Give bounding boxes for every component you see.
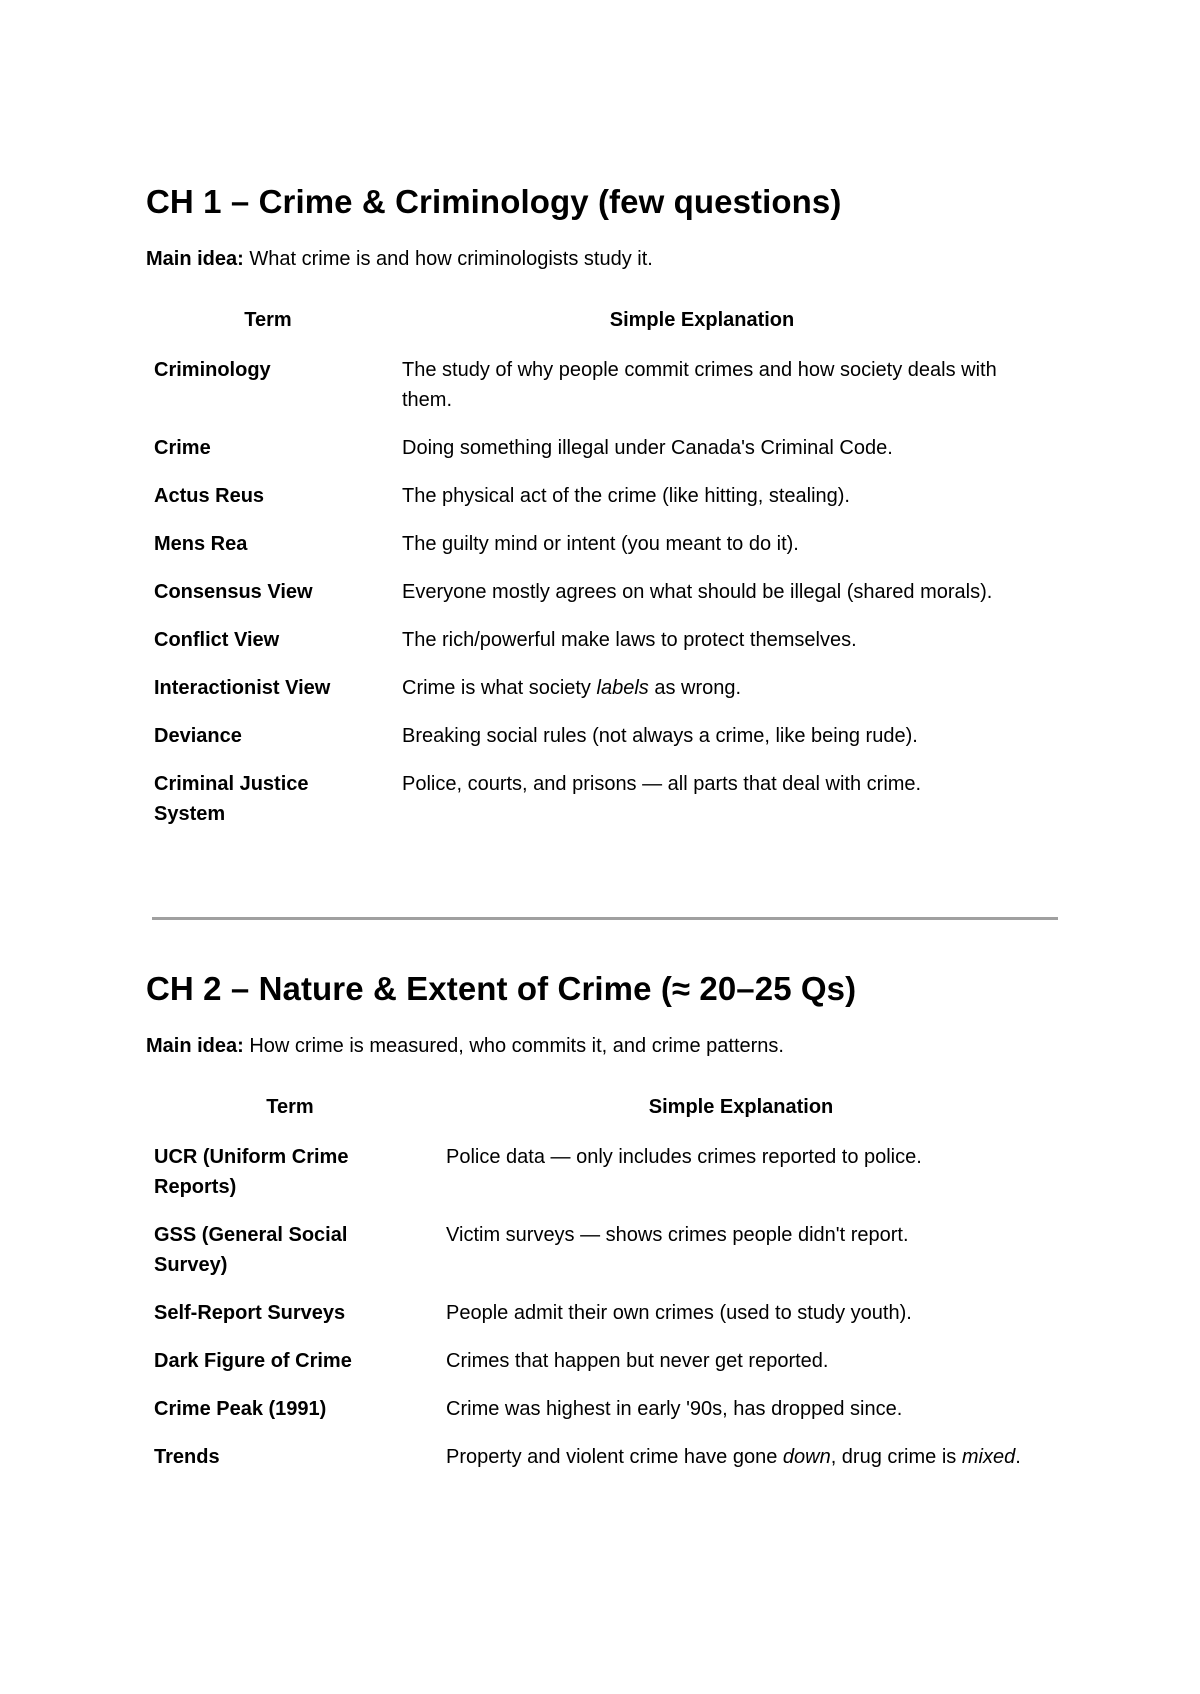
term-cell: Criminology — [154, 359, 271, 381]
explanation-emphasis: mixed — [961, 1446, 1016, 1468]
table-row — [144, 346, 1012, 424]
explanation-text: Crime is what society — [402, 677, 597, 699]
table-row — [144, 760, 1012, 838]
explanation-cell: Doing something illegal under Canada's Criminal Code. — [402, 437, 893, 459]
explanation-cell: Police, courts, and prisons — all parts that deal with crime. — [402, 773, 922, 795]
explanation-text: as wrong. — [648, 677, 742, 699]
explanation-cell: The study of why people commit crimes and how society deals with them. — [402, 359, 997, 411]
table-row — [144, 1211, 1046, 1289]
term-cell: Interactionist View — [154, 677, 331, 699]
explanation-cell: The guilty mind or intent (you meant to do it). — [402, 533, 799, 555]
explanation-text: . — [1015, 1446, 1021, 1468]
explanation-cell: Victim surveys — shows crimes people didn't report. — [446, 1224, 909, 1246]
table-row — [144, 1289, 1046, 1337]
table-header-row — [144, 294, 1012, 346]
explanation-text: , drug crime is — [830, 1446, 962, 1468]
chapter-2-section — [146, 967, 1046, 1481]
chapter-1-section — [146, 180, 1046, 838]
term-cell: Criminal Justice System — [154, 773, 309, 825]
explanation-cell — [392, 664, 1012, 712]
table-row — [144, 712, 1012, 760]
term-cell: Deviance — [154, 725, 242, 747]
table-row — [144, 472, 1012, 520]
table-header-row — [144, 1081, 1046, 1133]
table-row — [144, 424, 1012, 472]
explanation-text: Property and violent crime have gone — [446, 1446, 783, 1468]
chapter-1-terms-table — [144, 294, 1012, 838]
explanation-cell: The physical act of the crime (like hitting, stealing). — [402, 485, 850, 507]
table-row — [144, 1337, 1046, 1385]
explanation-emphasis: down — [782, 1446, 831, 1468]
term-cell: Crime Peak (1991) — [154, 1398, 327, 1420]
main-idea-label: Main idea: — [146, 248, 244, 270]
term-column-header: Term — [266, 1096, 314, 1118]
explanation-column-header: Simple Explanation — [609, 309, 795, 331]
table-row — [144, 520, 1012, 568]
chapter-2-terms-table — [144, 1081, 1046, 1481]
explanation-emphasis: labels — [596, 677, 649, 699]
section-divider — [152, 917, 1058, 920]
table-row — [144, 1385, 1046, 1433]
explanation-cell: Crime was highest in early '90s, has dropped since. — [446, 1398, 903, 1420]
explanation-cell: Crimes that happen but never get reported. — [446, 1350, 829, 1372]
chapter-2-title: CH 2 – Nature & Extent of Crime (≈ 20–25 Qs) — [146, 970, 857, 1007]
term-cell: Actus Reus — [154, 485, 265, 507]
term-cell: Self-Report Surveys — [154, 1302, 346, 1324]
term-cell: GSS (General Social Survey) — [154, 1224, 348, 1276]
explanation-cell — [436, 1433, 1046, 1481]
table-row — [144, 664, 1012, 712]
explanation-cell: People admit their own crimes (used to study youth). — [446, 1302, 912, 1324]
explanation-cell: The rich/powerful make laws to protect themselves. — [402, 629, 857, 651]
term-column-header: Term — [244, 309, 292, 331]
term-cell: Trends — [154, 1446, 220, 1468]
explanation-cell: Everyone mostly agrees on what should be illegal (shared morals). — [402, 581, 993, 603]
main-idea-text: How crime is measured, who commits it, and crime patterns. — [243, 1035, 784, 1057]
table-row — [144, 616, 1012, 664]
term-cell: Dark Figure of Crime — [154, 1350, 352, 1372]
explanation-column-header: Simple Explanation — [648, 1096, 834, 1118]
term-cell: UCR (Uniform Crime Reports) — [154, 1146, 349, 1198]
chapter-1-main-idea — [146, 245, 1046, 273]
table-row — [144, 1133, 1046, 1211]
table-row — [144, 1433, 1046, 1481]
chapter-1-title: CH 1 – Crime & Criminology (few questions) — [146, 183, 842, 220]
term-cell: Consensus View — [154, 581, 313, 603]
term-cell: Conflict View — [154, 629, 280, 651]
chapter-2-main-idea — [146, 1032, 1046, 1060]
main-idea-text: What crime is and how criminologists study it. — [243, 248, 653, 270]
table-row — [144, 568, 1012, 616]
term-cell: Mens Rea — [154, 533, 248, 555]
main-idea-label: Main idea: — [146, 1035, 244, 1057]
term-cell: Crime — [154, 437, 211, 459]
explanation-cell: Police data — only includes crimes reported to police. — [446, 1146, 922, 1168]
explanation-cell: Breaking social rules (not always a crime, like being rude). — [402, 725, 918, 747]
